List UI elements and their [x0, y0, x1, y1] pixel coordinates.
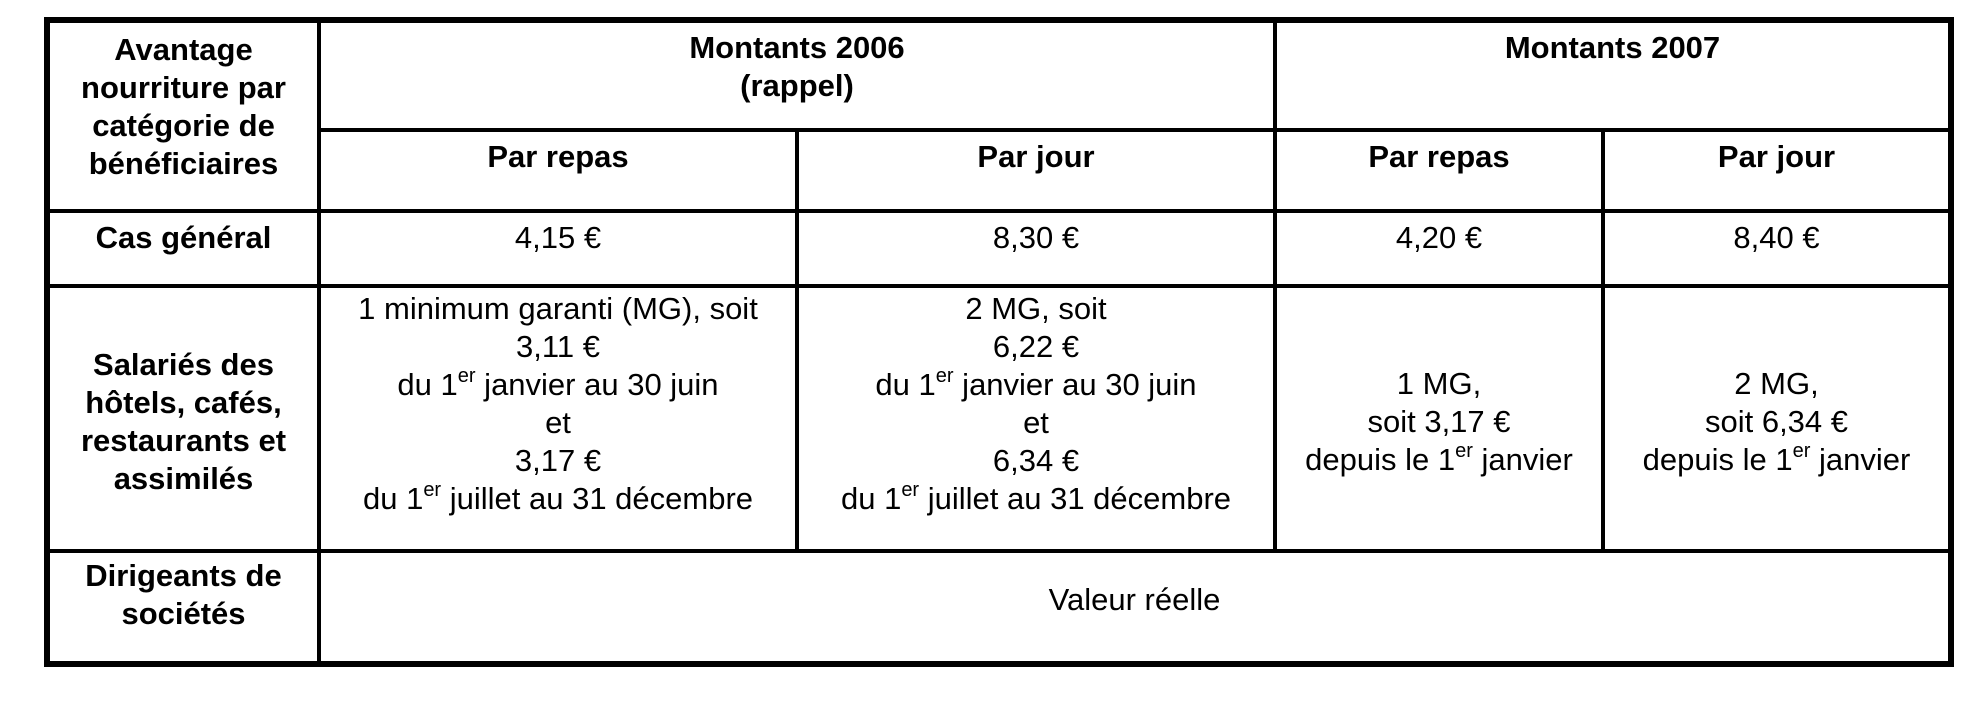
- text-run: juillet au 31 décembre: [919, 481, 1232, 516]
- cell-line: soit 3,17 €: [1367, 403, 1511, 439]
- cell-line: [327, 366, 789, 404]
- superscript: er: [901, 479, 920, 501]
- header-montants-2007: Montants 2007: [1275, 20, 1951, 130]
- text-run: janvier au 30 juin: [475, 367, 719, 402]
- header-row-groups: [47, 20, 1951, 130]
- cell-line: et: [545, 405, 571, 440]
- header-category-line: Avantage: [114, 32, 253, 67]
- cell-line: soit 6,34 €: [1704, 403, 1849, 439]
- cell-hcr-jour-2007: [1603, 286, 1951, 551]
- superscript: er: [1792, 439, 1811, 462]
- text-run: du 1: [840, 481, 902, 516]
- cell-line: 2 MG,: [1734, 365, 1819, 401]
- row-label-line: Salariés des: [93, 346, 274, 382]
- row-label-line: hôtels, cafés,: [85, 384, 282, 420]
- cell-line: [805, 480, 1267, 518]
- header-category-line: catégorie de: [92, 108, 275, 143]
- cell-line: 1 MG,: [1396, 365, 1482, 401]
- superscript: er: [1455, 439, 1473, 462]
- header-row-periods: [47, 130, 1951, 211]
- cell-line: et: [1023, 405, 1049, 440]
- header-category-cell: [47, 20, 319, 211]
- cell-hcr-jour-2006: [797, 286, 1275, 551]
- row-label-line: assimilés: [113, 460, 254, 496]
- superscript: er: [457, 365, 476, 387]
- row-label-line: sociétés: [121, 596, 246, 631]
- superscript: er: [423, 479, 442, 501]
- cell-line: 6,22 €: [992, 329, 1080, 364]
- text-run: juillet au 31 décembre: [441, 481, 754, 516]
- cell-hcr-repas-2006: [319, 286, 797, 551]
- cell-line: 3,11 €: [516, 329, 600, 364]
- text-run: janvier: [1472, 441, 1573, 477]
- superscript: er: [935, 365, 954, 387]
- header-category-line: bénéficiaires: [88, 146, 279, 181]
- text-run: depuis le 1: [1642, 441, 1793, 477]
- text-run: du 1: [397, 367, 458, 402]
- header-2006-title: Montants 2006: [689, 30, 905, 65]
- text-run: du 1: [875, 367, 936, 402]
- cell-dirigeants-valeur: Valeur réelle: [319, 551, 1951, 664]
- row-label-dirigeants: [47, 551, 319, 664]
- cell-line: [327, 480, 789, 518]
- cell-line: [1611, 441, 1942, 479]
- text-run: depuis le 1: [1305, 441, 1456, 477]
- cell-cas-general-jour-2007: 8,40 €: [1603, 211, 1951, 286]
- row-dirigeants: [47, 551, 1951, 664]
- row-label-salaries-hcr: [47, 286, 319, 551]
- text-run: janvier: [1810, 441, 1911, 477]
- cell-hcr-repas-2007: [1275, 286, 1603, 551]
- cell-line: 6,34 €: [992, 443, 1080, 478]
- header-par-jour-2006: Par jour: [797, 130, 1275, 211]
- header-par-repas-2007: Par repas: [1275, 130, 1603, 211]
- header-par-jour-2007: Par jour: [1603, 130, 1951, 211]
- cell-line: [1283, 441, 1595, 479]
- cell-cas-general-repas-2007: 4,20 €: [1275, 211, 1603, 286]
- text-run: du 1: [362, 481, 424, 516]
- header-2006-subtitle: (rappel): [740, 68, 854, 103]
- row-label-line: restaurants et: [80, 422, 287, 458]
- row-label-cas-general: Cas général: [47, 211, 319, 286]
- cell-line: 3,17 €: [514, 443, 602, 478]
- cell-cas-general-jour-2006: 8,30 €: [797, 211, 1275, 286]
- row-cas-general: [47, 211, 1951, 286]
- cell-line: [805, 366, 1267, 404]
- header-category-line: nourriture par: [81, 70, 286, 105]
- header-par-repas-2006: Par repas: [319, 130, 797, 211]
- cell-line: 2 MG, soit: [965, 291, 1107, 326]
- cell-line: 1 minimum garanti (MG), soit: [358, 291, 758, 326]
- row-salaries-hcr: [47, 286, 1951, 551]
- row-label-line: Dirigeants de: [85, 558, 282, 593]
- text-run: janvier au 30 juin: [953, 367, 1197, 402]
- avantage-nourriture-table: [44, 17, 1954, 667]
- header-montants-2006: [319, 20, 1275, 130]
- cell-cas-general-repas-2006: 4,15 €: [319, 211, 797, 286]
